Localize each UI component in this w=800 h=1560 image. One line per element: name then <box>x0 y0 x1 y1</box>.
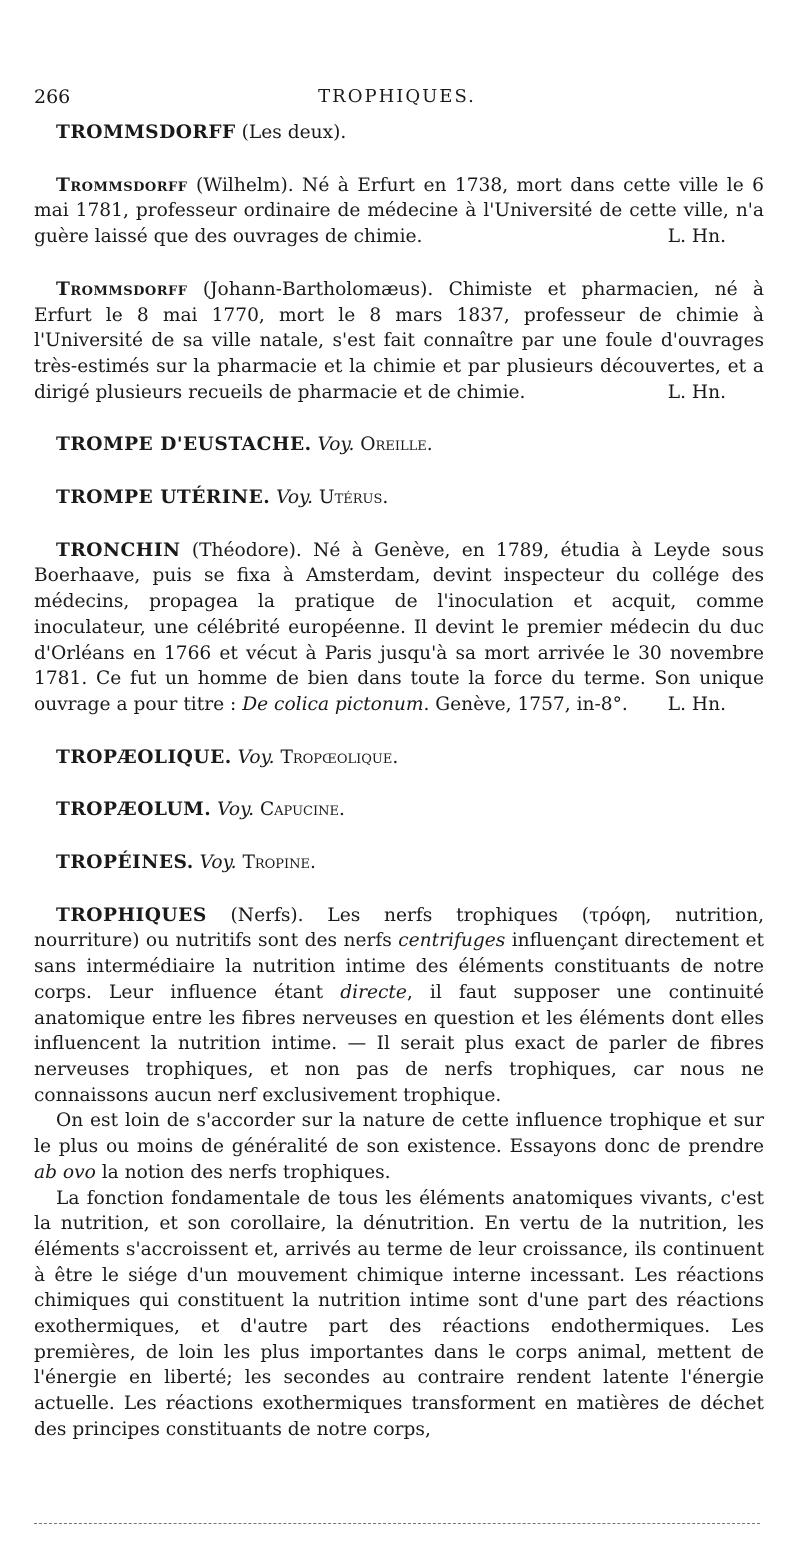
cross-reference: Utérus. <box>318 487 389 509</box>
text-run: , il faut supposer une continuité anatomique entre les fibres nerveuses en question et les éléments dont elles influencent la nutrition intime. — Il serait plus exact de parler de fibres nerveuses trophiques, et non pas de nerfs trophiques, car nous ne connaissons aucun nerf exclusivement trophique. <box>34 981 764 1106</box>
emphasis: ab ovo <box>34 1161 96 1183</box>
voy-label: Voy. <box>199 852 237 874</box>
entry-text: (Théodore). Né à Genève, en 1789, étudia à Leyde sous Boerhaave, puis se fixa à Amsterdam, devint inspecteur du collége des médecins, propagea la pratique de l'inoculation et acquit, comme inoculateur, une célébrité européenne. Il devint le premier médecin du duc d'Orléans en 1766 et vécut à Paris jusqu'à sa mort arrivée le 30 novembre 1781. Ce fut un homme de bien dans toute la force du terme. Son unique ouvrage a pour titre : <box>34 539 764 715</box>
entry-tropeines <box>56 850 764 876</box>
text-run: On est loin de s'accorder sur la nature de cette influence trophique et sur le plus ou moins de généralité de son existence. Essayons donc de prendre <box>34 1110 764 1158</box>
cross-reference: Tropine. <box>242 852 316 874</box>
headword: TROMMSDORFF <box>56 122 236 143</box>
page-header <box>34 86 760 112</box>
running-title: TROPHIQUES. <box>318 86 476 107</box>
entry-trommsdorff-wilhelm <box>34 173 764 250</box>
emphasis: directe <box>340 981 407 1003</box>
headword: TROPÉINES. <box>56 852 194 874</box>
trophiques-p3: La fonction fondamentale de tous les éléments anatomiques vivants, c'est la nutrition, et son corollaire, la dénutrition. En vertu de la nutrition, les éléments s'accroissent et, arrivés au terme de leur croissance, ils continuent à être le siége d'un mouvement chimique interne incessant. Les réactions chimiques qui constituent la nutrition intime sont d'une part des réactions exothermiques, et d'autre part des réactions endothermiques. Les premières, de loin les plus importantes dans le corps animal, mettent de l'énergie en liberté; les secondes au contraire rendent latente l'énergie actuelle. Les réactions exothermiques transforment en matières de déchet des principes constituants de notre corps, <box>34 1187 764 1440</box>
entry-tropaeolum <box>56 797 764 823</box>
entry-text: (Johann-Bartholomæus). Chimiste et pharmacien, né à Erfurt le 8 mai 1770, mort le 8 mars 1837, professeur de chimie à l'Université de sa ville natale, s'est fait connaître par une foule d'ouvrages très-estimés sur la pharmacie et la chimie et par plusieurs découvertes, et a dirigé plusieurs recueils de pharmacie et de chimie. <box>34 278 764 403</box>
author-signature: L. Hn. <box>667 693 726 715</box>
entry-trommsdorff-les-deux <box>56 120 764 146</box>
entry-text: (Les deux). <box>235 122 347 143</box>
cross-reference: Tropœolique. <box>280 746 399 768</box>
entry-text: (Wilhelm). Né à Erfurt en 1738, mort dans cette ville le 6 mai 1781, professeur ordinaire de médecine à l'Université de cette ville, n'a guère laissé que des ouvrages de chimie. <box>34 174 764 248</box>
headword: TROMPE UTÉRINE. <box>56 487 271 509</box>
entry-trompe-uterine <box>56 485 764 511</box>
voy-label: Voy. <box>217 799 255 821</box>
entry-tronchin <box>34 538 764 718</box>
page-number: 266 <box>34 86 71 108</box>
author-signature: L. Hn. <box>667 226 726 248</box>
headword: TROPÆOLUM. <box>56 799 212 821</box>
headword: Trommsdorff <box>56 278 188 300</box>
cross-reference: Oreille. <box>360 434 433 456</box>
headword: TROMPE D'EUSTACHE. <box>56 434 312 456</box>
cross-reference: Capucine. <box>259 799 345 821</box>
headword: TRONCHIN <box>56 539 181 561</box>
work-title: De colica pictonum <box>242 693 424 715</box>
entry-trompe-eustache <box>56 432 764 458</box>
text-run: influençant directement et sans intermédiaire la nutrition intime des éléments constituants de notre corps. Leur influence étant <box>34 930 764 1003</box>
text-run: (Nerfs). Les nerfs trophiques (τρόφη, nutrition, nourriture) ou nutritifs sont des nerfs <box>34 904 764 952</box>
bottom-rule <box>34 1523 760 1524</box>
voy-label: Voy. <box>237 746 275 768</box>
entry-text-end: . Genève, 1757, in-8°. <box>423 693 628 715</box>
voy-label: Voy. <box>276 487 313 509</box>
voy-label: Voy. <box>317 434 355 456</box>
entry-trommsdorff-johann <box>34 277 764 406</box>
trophiques-p2 <box>34 1108 764 1185</box>
entry-trophiques-p1 <box>34 903 764 1109</box>
author-signature: L. Hn. <box>667 381 726 403</box>
page-content <box>34 120 764 1443</box>
headword: TROPHIQUES <box>56 904 207 926</box>
text-run: la notion des nerfs trophiques. <box>95 1161 391 1183</box>
emphasis: centrifuges <box>398 930 506 952</box>
headword: TROPÆOLIQUE. <box>56 746 232 768</box>
entry-tropaeolique <box>56 745 764 771</box>
headword: Trommsdorff <box>56 174 188 196</box>
